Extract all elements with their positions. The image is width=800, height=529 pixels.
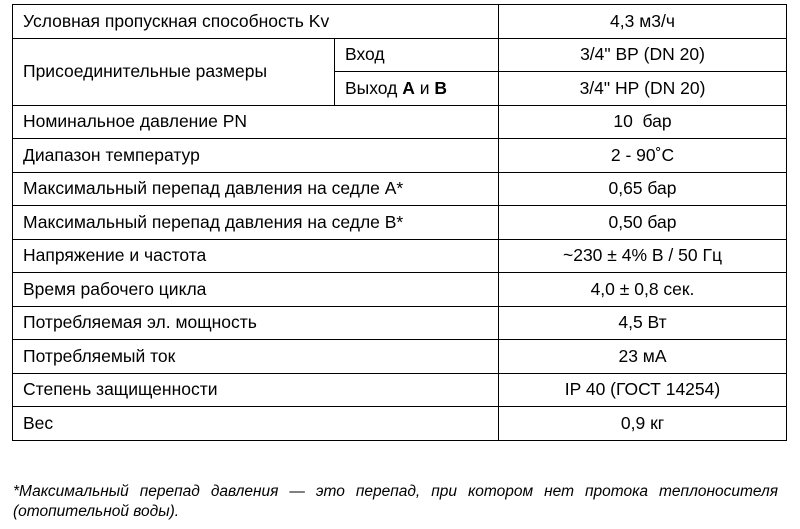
row-label: Условная пропускная способность Kv: [13, 5, 499, 39]
table-row: [13, 139, 787, 173]
row-value: 3/4" ВР (DN 20): [499, 38, 787, 72]
table-row: [13, 407, 787, 441]
outlet-label-prefix: Выход: [345, 77, 403, 98]
outlet-label-conjunction: и: [414, 77, 435, 98]
table-row: [13, 105, 787, 139]
row-label: Потребляемый ток: [13, 340, 499, 374]
row-label: Максимальный перепад давления на седле В*: [13, 206, 499, 240]
port-a-label: А: [402, 77, 415, 98]
table-row: [13, 239, 787, 273]
row-value: 23 мА: [499, 340, 787, 374]
row-label: Присоединительные размеры: [13, 38, 335, 105]
table-row: [13, 373, 787, 407]
row-value: 0,65 бар: [499, 172, 787, 206]
row-value: 10 бар: [499, 105, 787, 139]
row-label: Степень защищенности: [13, 373, 499, 407]
row-label: Диапазон температур: [13, 139, 499, 173]
row-label: Номинальное давление PN: [13, 105, 499, 139]
row-value: ~230 ± 4% В / 50 Гц: [499, 239, 787, 273]
footnote: *Максимальный перепад давления — это перепад, при котором нет протока теплоносителя (отопительной воды).: [13, 483, 778, 520]
row-value: 3/4" НР (DN 20): [499, 72, 787, 106]
sub-row-label: [335, 72, 499, 106]
sub-row-label: Вход: [335, 38, 499, 72]
table-row: [13, 5, 787, 39]
table-row: [13, 306, 787, 340]
row-value: 0,50 бар: [499, 206, 787, 240]
port-b-label: В: [434, 77, 448, 98]
row-label: Время рабочего цикла: [13, 273, 499, 307]
row-value: IP 40 (ГОСТ 14254): [499, 373, 787, 407]
table-row: [13, 172, 787, 206]
row-label: Максимальный перепад давления на седле А*: [13, 172, 499, 206]
row-value: 0,9 кг: [499, 407, 787, 441]
table-row: [13, 340, 787, 374]
table-row: [13, 206, 787, 240]
table-row: [13, 273, 787, 307]
row-value: 2 - 90˚С: [499, 139, 787, 173]
row-value: 4,0 ± 0,8 сек.: [499, 273, 787, 307]
row-label: Напряжение и частота: [13, 239, 499, 273]
row-label: Потребляемая эл. мощность: [13, 306, 499, 340]
row-value: 4,5 Вт: [499, 306, 787, 340]
specifications-table: [12, 4, 787, 441]
table-row: [13, 38, 787, 72]
row-label: Вес: [13, 407, 499, 441]
row-value: 4,3 м3/ч: [499, 5, 787, 39]
